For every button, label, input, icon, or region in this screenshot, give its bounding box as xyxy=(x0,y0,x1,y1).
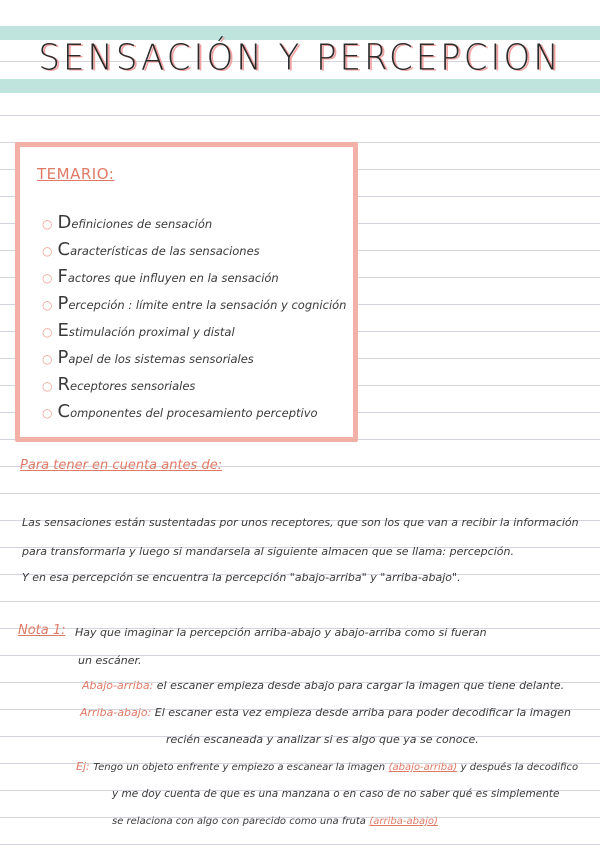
abajo-arriba-label: Abajo-arriba: xyxy=(82,679,154,692)
temario-list xyxy=(42,209,346,425)
bullet-icon: ○ xyxy=(42,352,53,366)
bullet-icon: ○ xyxy=(42,217,53,231)
paragraph-line: Y en esa percepción se encuentra la percepción "abajo-arriba" y "arriba-abajo". xyxy=(22,571,461,584)
bullet-icon: ○ xyxy=(42,406,53,420)
bullet-icon: ○ xyxy=(42,244,53,258)
paragraph-line: Las sensaciones están sustentadas por unos receptores, que son los que van a recibir la información xyxy=(22,516,579,529)
bottom-decorative-band xyxy=(0,79,600,93)
temario-heading: TEMARIO: xyxy=(37,165,115,183)
temario-item: ○ Papel de los sistemas sensoriales xyxy=(42,347,254,368)
temario-item: ○ Percepción : límite entre la sensación y cognición xyxy=(42,293,347,314)
bullet-icon: ○ xyxy=(42,379,53,393)
example-line: y me doy cuenta de que es una manzana o en caso de no saber qué es simplemente xyxy=(112,788,560,800)
temario-item: ○ Características de las sensaciones xyxy=(42,239,260,260)
temario-item: ○ Estimulación proximal y distal xyxy=(42,320,235,341)
temario-item: ○ Componentes del procesamiento perceptivo xyxy=(42,401,318,422)
arriba-abajo-line: recién escaneada y analizar si es algo que ya se conoce. xyxy=(166,733,479,746)
bullet-icon: ○ xyxy=(42,298,53,312)
example-label: Ej: xyxy=(76,760,90,773)
example-line: se relaciona con algo con parecido como una fruta (arriba-abajo) xyxy=(112,816,438,827)
temario-item: ○ Factores que influyen en la sensación xyxy=(42,266,279,287)
nota-text: Hay que imaginar la percepción arriba-abajo y abajo-arriba como si fueran xyxy=(75,626,487,639)
example-line: Ej: Tengo un objeto enfrente y empiezo a escanear la imagen (abajo-arriba) y después la decodifico xyxy=(76,760,579,773)
nota-text: un escáner. xyxy=(78,654,142,667)
page-title: SENSACIÓN Y PERCEPCION xyxy=(38,37,562,79)
temario-item: ○ Receptores sensoriales xyxy=(42,374,196,395)
section-heading: Para tener en cuenta antes de: xyxy=(20,458,223,473)
abajo-arriba-line: Abajo-arriba: el escaner empieza desde abajo para cargar la imagen que tiene delante. xyxy=(82,679,565,692)
temario-item: ○ Definiciones de sensación xyxy=(42,212,213,233)
nota-label: Nota 1: xyxy=(18,623,66,638)
bullet-icon: ○ xyxy=(42,271,53,285)
bullet-icon: ○ xyxy=(42,325,53,339)
temario-box xyxy=(15,142,358,442)
arriba-abajo-line: Arriba-abajo: El escaner esta vez empieza desde arriba para poder decodificar la imagen xyxy=(80,706,571,719)
arriba-abajo-label: Arriba-abajo: xyxy=(80,706,152,719)
paragraph-line: para transformarla y luego si mandarsela al siguiente almacen que se llama: percepción. xyxy=(22,545,514,558)
